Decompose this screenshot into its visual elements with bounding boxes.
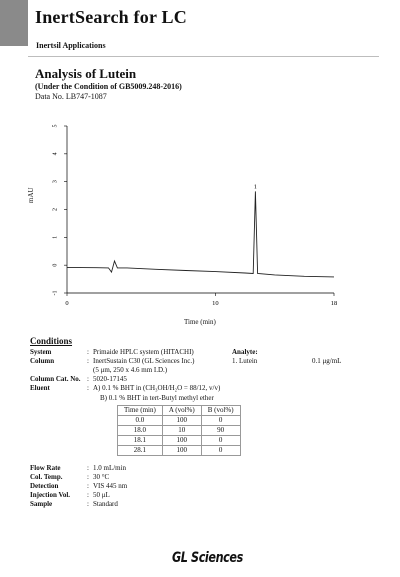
gradient-cell: 0 (201, 416, 240, 426)
gradient-header-cell: Time (min) (118, 406, 163, 416)
colon: : (87, 491, 89, 499)
conditions-heading: Conditions (30, 336, 73, 346)
sample-value: Standard (93, 500, 118, 508)
flow-label: Flow Rate (30, 464, 61, 472)
gradient-cell: 0 (201, 436, 240, 446)
gradient-cell: 18.0 (118, 426, 163, 436)
y-tick-label: 1 (52, 235, 59, 239)
colon: : (87, 375, 89, 383)
document-title: Analysis of Lutein (35, 66, 137, 81)
y-tick-label: -1 (52, 290, 59, 296)
x-tick-label: 18 (330, 300, 338, 307)
injection-value: 50 μL (93, 491, 110, 499)
y-tick-label: 3 (52, 180, 59, 184)
catno-label: Column Cat. No. (30, 375, 81, 383)
gradient-cell: 0 (201, 446, 240, 456)
colon: : (87, 482, 89, 490)
eluent-label: Eluent (30, 384, 50, 392)
peak-label: 1 (253, 183, 258, 191)
brand-subtitle: Inertsil Applications (36, 41, 106, 50)
table-row (118, 436, 241, 446)
system-value: Primaide HPLC system (HITACHI) (93, 348, 194, 356)
analyte-name: 1. Lutein (232, 357, 258, 365)
gradient-header-row (118, 406, 241, 416)
flow-value: 1.0 mL/min (93, 464, 127, 472)
eluent-a: A) 0.1 % BHT in (CH₃OH/H₂O = 88/12, v/v) (93, 384, 221, 392)
analyte-heading: Analyte: (232, 348, 258, 356)
data-number: Data No. LB747-1087 (35, 92, 107, 101)
detection-value: VIS 445 nm (93, 482, 128, 490)
sample-label: Sample (30, 500, 53, 508)
gradient-cell: 90 (201, 426, 240, 436)
injection-label: Injection Vol. (30, 491, 71, 499)
system-label: System (30, 348, 52, 356)
colon: : (87, 348, 89, 356)
gradient-cell: 100 (162, 446, 201, 456)
colon: : (87, 473, 89, 481)
temp-value: 30 °C (93, 473, 110, 481)
x-tick-label: 10 (212, 300, 219, 307)
document-subtitle: (Under the Condition of GB5009.248-2016) (35, 82, 182, 91)
gradient-cell: 100 (162, 436, 201, 446)
analyte-amount: 0.1 μg/mL (312, 357, 342, 365)
x-axis-label: Time (min) (184, 318, 216, 326)
y-tick-label: 0 (52, 263, 59, 267)
chromatogram-trace (67, 191, 334, 277)
eluent-b: B) 0.1 % BHT in tert-Butyl methyl ether (100, 394, 214, 402)
table-row (118, 426, 241, 436)
gl-sciences-logo: GL Sciences (172, 550, 243, 566)
detection-label: Detection (30, 482, 59, 490)
gradient-cell: 0.0 (118, 416, 163, 426)
colon: : (87, 464, 89, 472)
y-tick-label: 2 (52, 208, 59, 211)
chromatogram-chart (0, 110, 400, 320)
chart-layer (52, 125, 337, 308)
colon: : (87, 357, 89, 365)
colon: : (87, 500, 89, 508)
gradient-table (117, 405, 241, 456)
y-tick-label: 5 (52, 124, 59, 128)
column-dimensions: (5 μm, 250 x 4.6 mm I.D.) (93, 366, 168, 374)
gradient-cell: 100 (162, 416, 201, 426)
y-axis-label: mAU (27, 187, 35, 203)
column-value: InertSustain C30 (GL Sciences Inc.) (93, 357, 195, 365)
gradient-header-cell: A (vol%) (162, 406, 201, 416)
gradient-cell: 10 (162, 426, 201, 436)
header-divider (28, 56, 379, 57)
gradient-header-cell: B (vol%) (201, 406, 240, 416)
colon: : (87, 384, 89, 392)
table-row (118, 416, 241, 426)
table-row (118, 446, 241, 456)
gradient-cell: 28.1 (118, 446, 163, 456)
header-accent-bar (0, 0, 28, 46)
x-tick-label: 0 (65, 300, 69, 307)
temp-label: Col. Temp. (30, 473, 63, 481)
catno-value: 5020-17145 (93, 375, 127, 383)
column-label: Column (30, 357, 55, 365)
y-tick-label: 4 (52, 152, 59, 156)
brand-title: InertSearch for LC (35, 7, 187, 27)
gradient-cell: 18.1 (118, 436, 163, 446)
